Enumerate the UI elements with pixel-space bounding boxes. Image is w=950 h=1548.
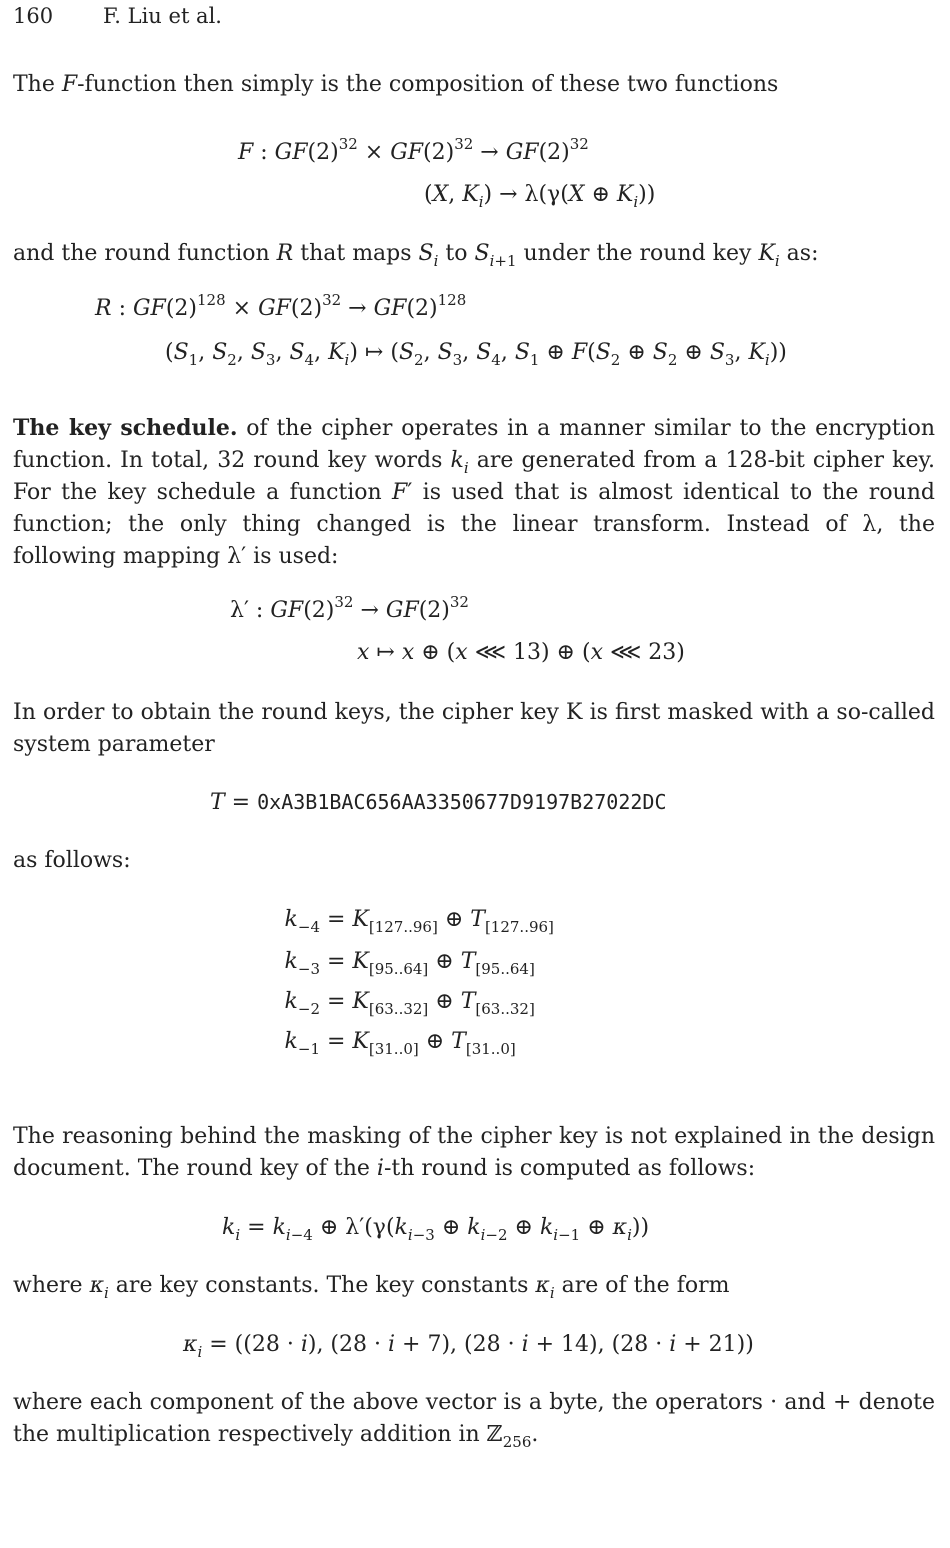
equation-lambda-prime-mapping: x ↦ x ⊕ (x ⋘ 13) ⊕ (x ⋘ 23) (357, 640, 685, 665)
equation-k-minus-1: $k_{-1} = K_{[31..0]}$ ⊕ $T_{[31..0]}$ (284, 1029, 516, 1058)
equation-lambda-prime-signature: λ′ : $GF(2)^{32} \to GF(2)^{32}$ (230, 593, 469, 623)
equation-f-signature: F : $GF(2)^{32} \times GF(2)^{32} \to GF(2)^{32}$ (238, 135, 589, 165)
equation-f-mapping: (X, $K_i) \to \lambda(\gamma(X$ ⊕ $K_i$)) (424, 182, 656, 211)
equation-k-minus-2: $k_{-2} = K_{[63..32]}$ ⊕ $T_{[63..32]}$ (284, 989, 535, 1018)
paragraph-system-parameter: In order to obtain the round keys, the cipher key K is first masked with a so-called system parameter (13, 700, 935, 757)
equation-system-parameter: T = 0xA3B1BAC656AA3350677D9197B27022DC (210, 790, 667, 815)
equation-k-minus-3: $k_{-3} = K_{[95..64]}$ ⊕ $T_{[95..64]}$ (284, 949, 535, 978)
page-number: 160 (13, 4, 54, 28)
paragraph-round-function: and the round function R that maps $S_i$ to $S_{i+1}$ under the round key $K_i$ as: (13, 241, 819, 270)
page-header (13, 4, 222, 28)
paragraph-f-function: The F-function then simply is the composition of these two functions (13, 72, 779, 97)
paragraph-key-schedule: The key schedule. of the cipher operates in a manner similar to the encryption function. In total, 32 round key words $k_i$ are generated from a 128-bit cipher key. For the key schedule a function F′ is used that is almost identical to the round function; the only thing changed is the linear transform. Instead of λ, the following mapping λ′ is used: (13, 415, 935, 569)
paragraph-masking-reasoning: The reasoning behind the masking of the cipher key is not explained in the design document. The round key of the i-th round is computed as follows: (13, 1124, 935, 1181)
equation-key-constant: $\kappa_i = ((28 \cdot i)$, (28 · i + 7), (28 · i + 14), (28 · i + 21)) (183, 1332, 754, 1361)
paragraph-vector-components: where each component of the above vector is a byte, the operators · and + denote the multiplication respectively addition in ℤ$_{256}$. (13, 1390, 935, 1451)
equation-round-key: $k_i = k_{i-4}$ ⊕ $\lambda'(\gamma(k_{i-3}$ ⊕ $k_{i-2}$ ⊕ $k_{i-1}$ ⊕ $\kappa_i$)) (222, 1215, 650, 1244)
equation-r-mapping: ($S_1$, $S_2$, $S_3$, $S_4$, $K_i$) ↦ ($S_2$, $S_3$, $S_4$, $S_1$ ⊕ $F(S_2$ ⊕ $S_2$ ⊕ $S_3$, $K_i$)) (165, 340, 787, 369)
system-parameter-value: 0xA3B1BAC656AA3350677D9197B27022DC (257, 790, 667, 814)
key-schedule-heading: The key schedule. (13, 415, 238, 441)
equation-r-signature: R : $GF(2)^{128} \times GF(2)^{32} \to GF(2)^{128}$ (95, 291, 467, 321)
paragraph-as-follows: as follows: (13, 848, 131, 873)
paragraph-key-constants: where $\kappa_i$ are key constants. The key constants $\kappa_i$ are of the form (13, 1273, 730, 1302)
equation-k-minus-4: $k_{-4} = K_{[127..96]}$ ⊕ $T_{[127..96]}$ (284, 907, 554, 936)
running-authors: F. Liu et al. (103, 4, 222, 28)
